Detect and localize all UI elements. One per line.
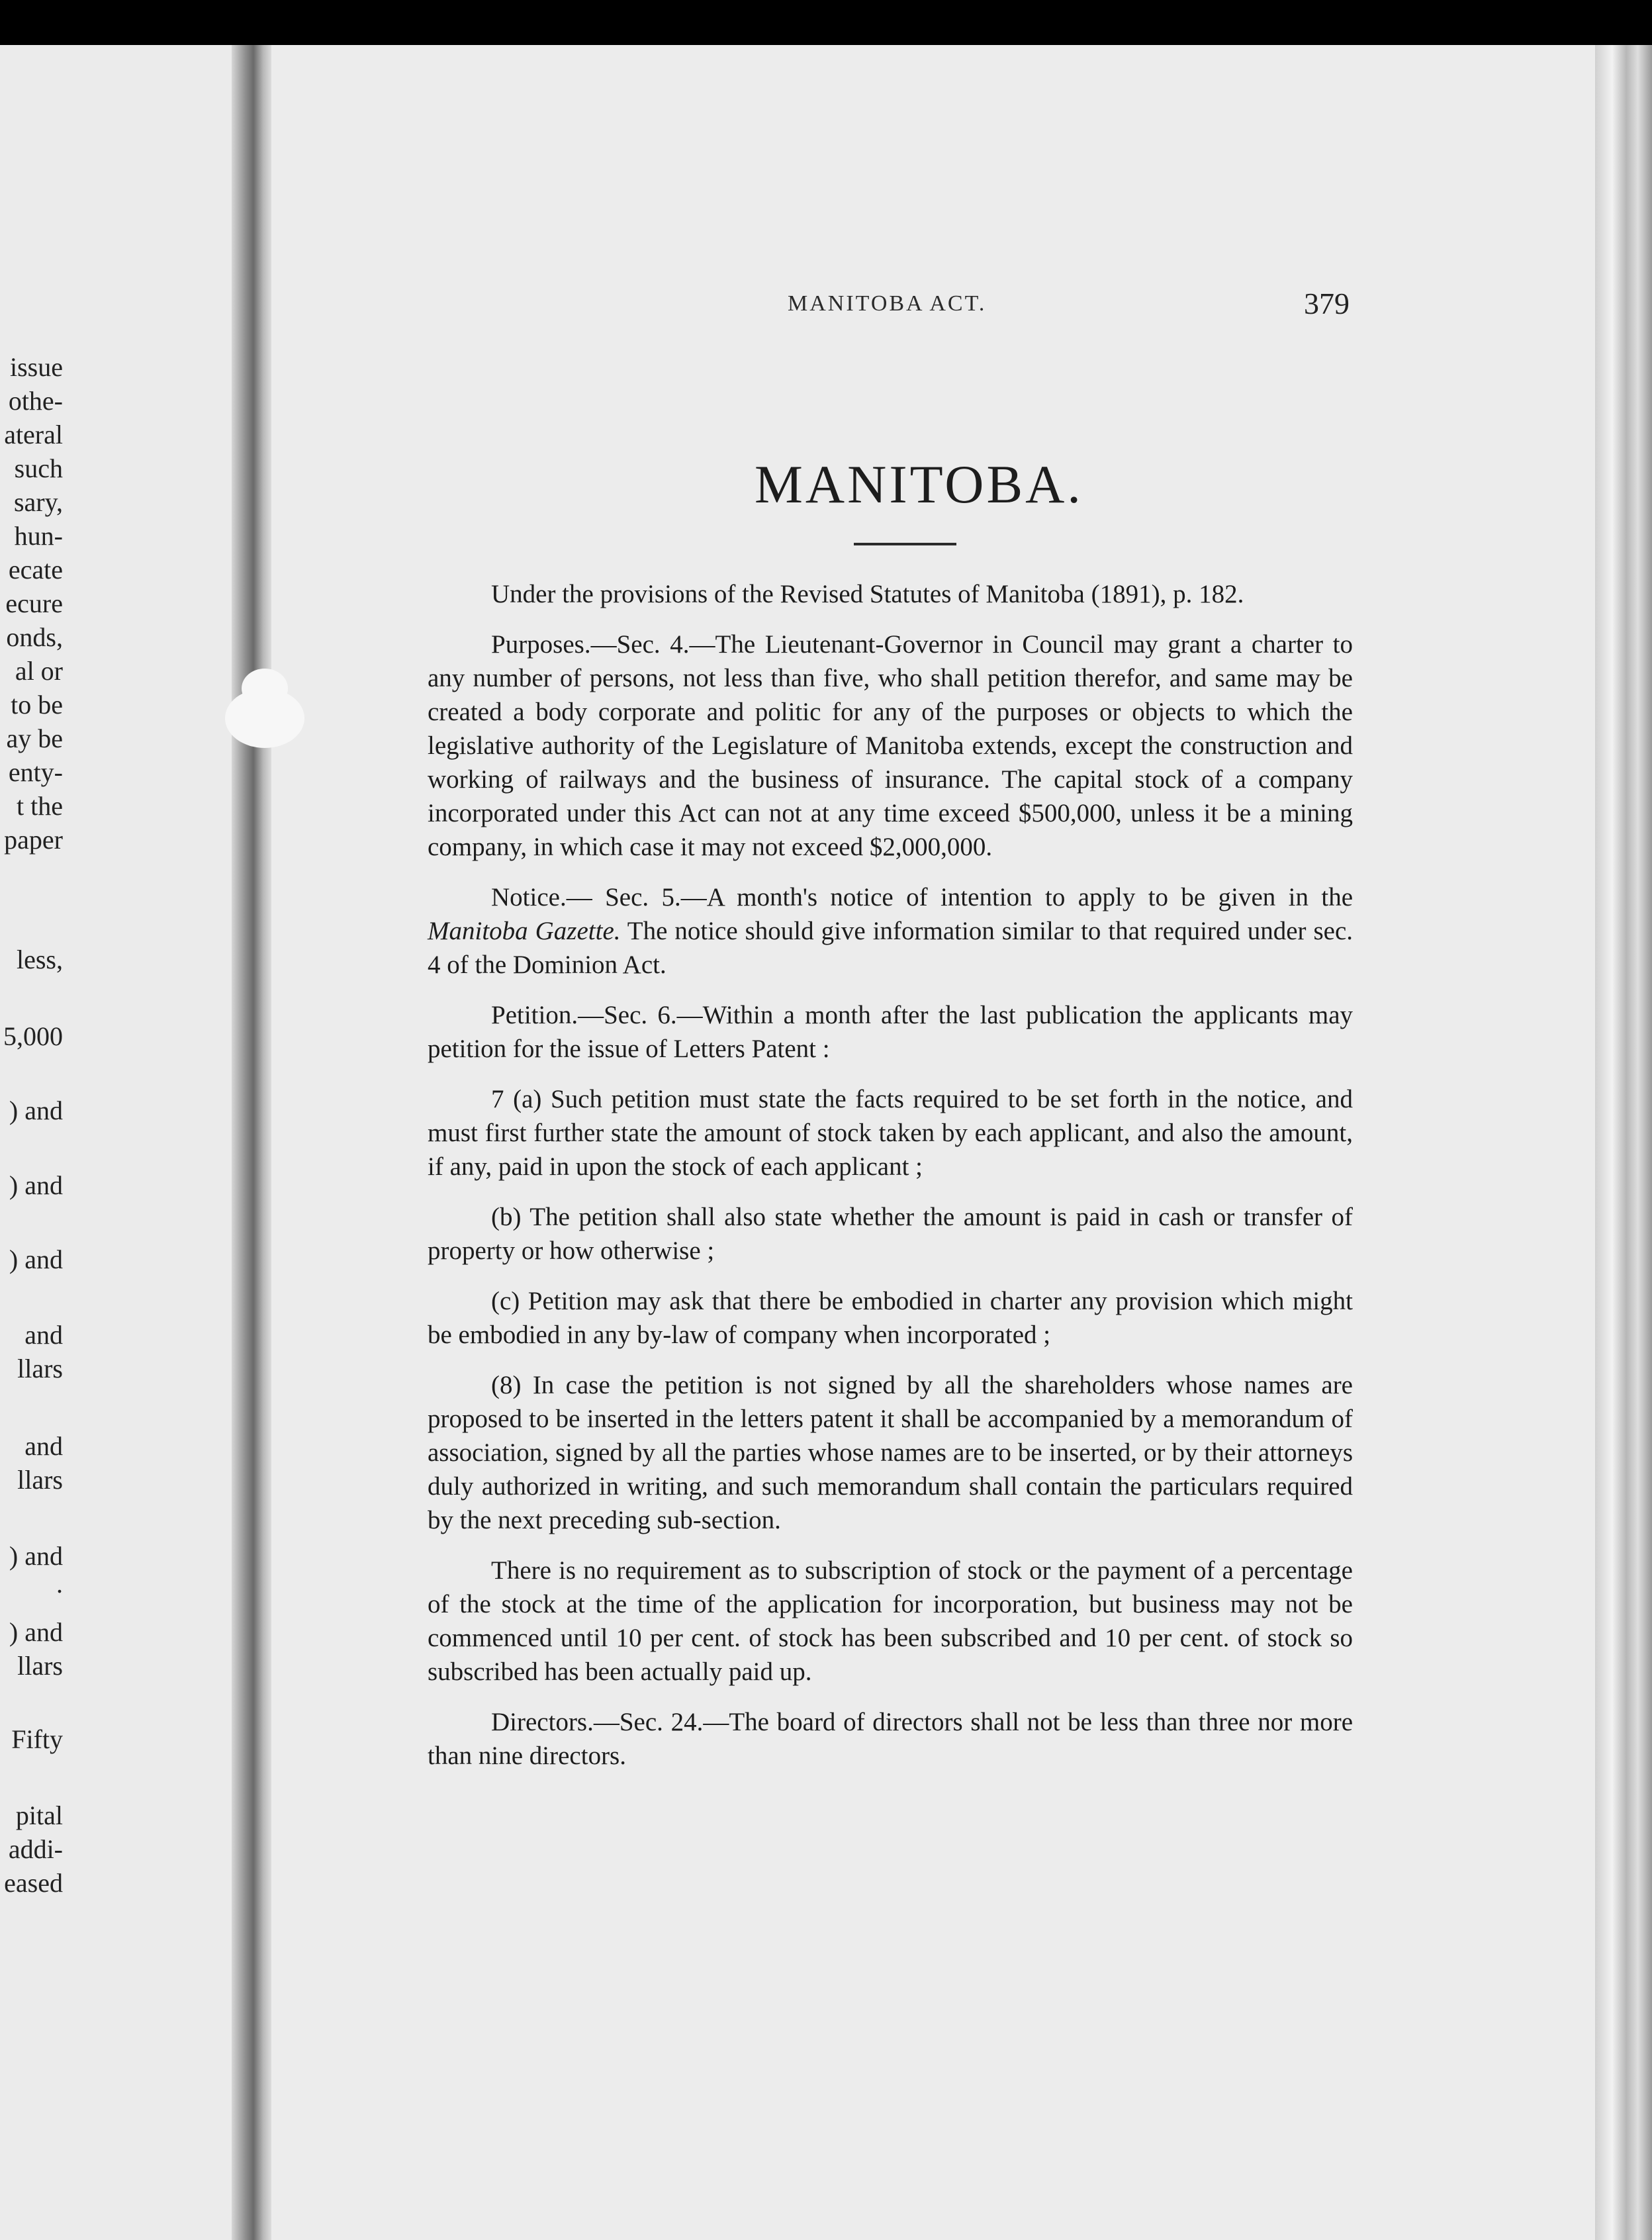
- left-page-fragment: eased: [4, 1868, 63, 1898]
- left-page-fragment: ) and: [9, 1096, 63, 1125]
- left-page-fragment: ecure: [5, 588, 63, 618]
- left-page-fragment: sary,: [13, 487, 63, 517]
- page-title: MANITOBA.: [755, 454, 1083, 514]
- section-heading: Directors.—Sec. 24.—: [491, 1708, 729, 1736]
- left-page-fragment: such: [14, 453, 63, 483]
- left-page-fragment: al or: [15, 656, 63, 686]
- left-page-fragment: pital: [15, 1800, 63, 1830]
- left-page-fragment: ateral: [4, 420, 63, 449]
- left-page-fragment: ) and: [9, 1244, 63, 1274]
- left-page-fragment: hun-: [14, 521, 63, 551]
- paragraph-intro: [428, 577, 1353, 611]
- left-page-fragment: less,: [17, 945, 63, 974]
- paragraph-text: (c) Petition may ask that there be embodied in charter any provision which might be embodied in any by-law of company when incorporated ;: [428, 1287, 1353, 1349]
- paragraph-text: There is no requirement as to subscription of stock or the payment of a percentage of the stock at the time of the application for incorporation, but business may not be commenced until 10 per cent. of stock has been subscribed and 10 per cent. of stock so subscribed has been actually paid up.: [428, 1556, 1353, 1686]
- page-edge-stack: [1595, 45, 1652, 2240]
- paragraph-text: (b) The petition shall also state whether the amount is paid in cash or transfer of property or how otherwise ;: [428, 1203, 1353, 1265]
- left-page-fragment: ) and: [9, 1170, 63, 1200]
- publication-name: Manitoba Gazette.: [428, 917, 621, 945]
- paragraph-text: The Lieutenant-Governor in Council may grant a charter to any number of persons, not less than five, who shall petition therefor, and same may be created a body corporate and politic for any of the purposes or objects to which the legislative authority of the Legislature of Manitoba extends, except the construction and working of railways and the business of insurance. The capital stock of a company incorporated under this Act can not at any time exceed $500,000, unless it be a mining company, in which case it may not exceed $2,000,000.: [428, 630, 1354, 861]
- left-page-fragment: t the: [17, 791, 63, 821]
- paragraph-subscription: [428, 1554, 1353, 1689]
- left-page-fragment: othe-: [8, 386, 63, 416]
- left-page-fragment: onds,: [6, 622, 63, 652]
- paragraph-purposes: [428, 628, 1353, 864]
- left-page-fragment: .: [56, 1569, 63, 1599]
- left-page-fragment: 5,000: [3, 1021, 63, 1051]
- document-body: [428, 577, 1353, 1789]
- paragraph-petition: [428, 998, 1353, 1066]
- left-page-fragment: paper: [4, 825, 63, 855]
- paragraph-directors: [428, 1705, 1353, 1773]
- paper-blemish: [242, 669, 288, 708]
- paragraph-clause-a: [428, 1082, 1353, 1184]
- page-number: 379: [1304, 287, 1350, 320]
- left-page-fragment: llars: [17, 1651, 63, 1681]
- left-page-fragment: llars: [17, 1465, 63, 1495]
- left-page-fragment: and: [24, 1320, 63, 1350]
- paragraph-clause-8: [428, 1368, 1353, 1537]
- paragraph-clause-c: [428, 1284, 1353, 1352]
- paragraph-text: (8) In case the petition is not signed by all the shareholders whose names are proposed to be inserted in the letters patent it shall be accompanied by a memorandum of association, signed by all the parties whose names are to be inserted, or by their attorneys duly authorized in writing, and such memorandum shall contain the particulars required by the next preceding sub-section.: [428, 1371, 1353, 1534]
- left-page-fragment: Fifty: [11, 1724, 63, 1754]
- left-page-fragment: to be: [11, 690, 63, 720]
- paragraph-text: A month's notice of intention to apply to be given in the: [706, 883, 1354, 911]
- section-heading: Petition.—Sec. 6.—: [491, 1001, 703, 1029]
- left-facing-page-fragment: [0, 45, 232, 2240]
- paragraph-text: Within a month after the last publication the applicants may petition for the issue of Letters Patent :: [428, 1001, 1354, 1063]
- running-head: MANITOBA ACT.: [788, 291, 987, 316]
- title-rule: [854, 543, 956, 545]
- left-page-fragment: issue: [10, 352, 63, 382]
- paragraph-notice: [428, 880, 1353, 982]
- paragraph-text: The board of directors shall not be less than three nor more than nine directors.: [428, 1708, 1354, 1770]
- book-gutter: [232, 45, 271, 2240]
- left-page-fragment: addi-: [8, 1834, 63, 1864]
- left-page-fragment: llars: [17, 1354, 63, 1383]
- left-page-fragment: ay be: [6, 723, 63, 753]
- section-heading: Purposes.—Sec. 4.—: [491, 630, 715, 659]
- paragraph-text: The notice should give information similar to that required under sec. 4 of the Dominion Act.: [428, 917, 1353, 979]
- paragraph-text: 7 (a) Such petition must state the facts required to be set forth in the notice, and must first further state the amount of stock taken by each applicant, and also the amount, if any, paid in upon the stock of each applicant ;: [428, 1085, 1353, 1181]
- left-page-fragment: ) and: [9, 1617, 63, 1647]
- paragraph-text: Under the provisions of the Revised Statutes of Manitoba (1891), p. 182.: [491, 580, 1244, 608]
- section-heading: Notice.— Sec. 5.—: [491, 883, 707, 911]
- left-page-fragment: enty-: [8, 757, 63, 787]
- paragraph-clause-b: [428, 1200, 1353, 1268]
- left-page-fragment: ecate: [8, 555, 63, 584]
- left-page-fragment: and: [24, 1431, 63, 1461]
- left-page-fragment: ) and: [9, 1541, 63, 1571]
